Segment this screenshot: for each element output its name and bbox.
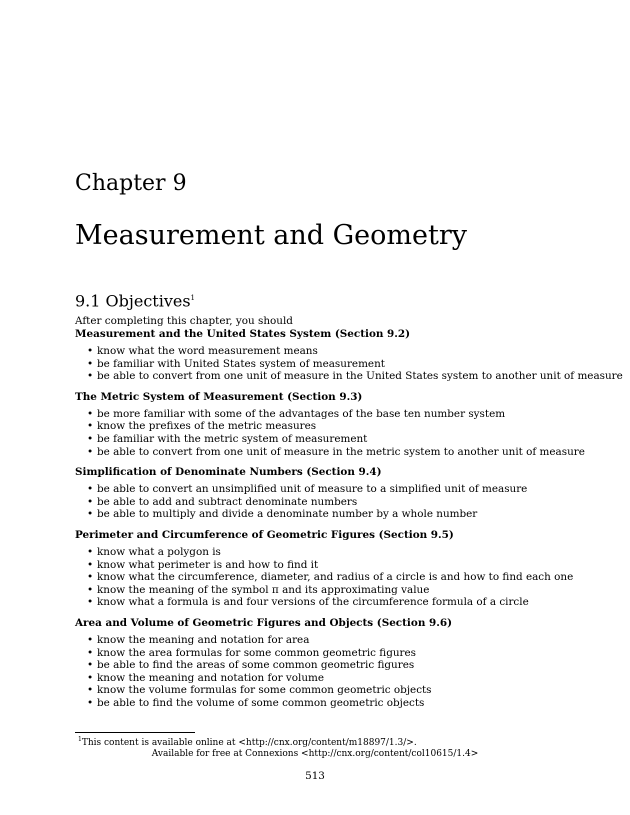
bullet-icon: • [87, 345, 94, 357]
objective-text: know what the circumference, diameter, and radius of a circle is and how to find each one [97, 571, 574, 584]
bullet-icon: • [87, 508, 94, 521]
objective-item [87, 697, 555, 710]
objective-text: be able to convert from one unit of measure in the United States system to another unit of measure [97, 370, 623, 383]
footnote [78, 734, 417, 749]
objective-group [75, 617, 555, 710]
objective-text: be able to find the volume of some common geometric objects [97, 696, 425, 709]
objective-text: know what a formula is and four versions of the circumference formula of a circle [97, 596, 529, 609]
group-heading: Area and Volume of Geometric Figures and Objects (Section 9.6) [75, 616, 452, 629]
objective-list [75, 345, 623, 383]
bullet-icon: • [87, 596, 94, 609]
objective-item [87, 559, 555, 572]
objective-list [75, 483, 555, 521]
objective-text: be able to convert from one unit of measure in the metric system to another unit of measure [97, 445, 585, 458]
group-heading: Measurement and the United States System (Section 9.2) [75, 328, 411, 340]
objective-text: be able to add and subtract denominate numbers [97, 495, 358, 508]
objective-group [75, 528, 574, 609]
objective-text: know the volume formulas for some common geometric objects [97, 684, 432, 697]
objective-item [87, 596, 555, 609]
objective-item [87, 647, 555, 660]
objective-text: know the area formulas for some common geometric figures [97, 646, 416, 659]
bullet-icon: • [87, 370, 94, 383]
objective-list [75, 545, 574, 609]
bullet-icon: • [87, 483, 94, 496]
objective-text: know the meaning and notation for area [97, 633, 310, 646]
objectives-content [75, 315, 623, 709]
bullet-icon: • [87, 646, 94, 659]
objective-text: know what the word measurement means [97, 345, 318, 357]
objective-text: be familiar with United States system of measurement [97, 357, 385, 370]
objective-item [87, 659, 555, 672]
bullet-icon: • [87, 671, 94, 684]
objective-item [87, 684, 555, 697]
bullet-icon: • [87, 545, 94, 558]
objective-text: know the meaning of the symbol π and its approximating value [97, 583, 430, 596]
bullet-icon: • [87, 407, 94, 420]
objective-text: be able to find the areas of some common geometric figures [97, 659, 415, 672]
objective-item [87, 445, 585, 459]
bullet-icon: • [87, 583, 94, 596]
objective-text: know what a polygon is [97, 545, 221, 558]
objective-group [75, 390, 585, 458]
group-heading: Perimeter and Circumference of Geometric Figures (Section 9.5) [75, 528, 454, 541]
objective-item [87, 483, 555, 496]
objective-item [87, 370, 623, 383]
objective-group [75, 328, 623, 383]
bullet-icon: • [87, 445, 94, 458]
objective-group [75, 466, 555, 521]
group-heading: Simplification of Denominate Numbers (Section 9.4) [75, 466, 382, 479]
intro-text: After completing this chapter, you should [75, 315, 293, 327]
chapter-label: Chapter 9 [75, 171, 187, 196]
chapter-title: Measurement and Geometry [75, 220, 468, 251]
bullet-icon: • [87, 571, 94, 584]
bullet-icon: • [87, 357, 94, 370]
bullet-icon: • [87, 495, 94, 508]
page-number: 513 [305, 770, 325, 782]
footnote-divider [75, 732, 195, 733]
objective-list [75, 634, 555, 710]
bullet-icon: • [87, 432, 94, 445]
bullet-icon: • [87, 420, 94, 433]
objective-text: know the prefixes of the metric measures [97, 420, 317, 433]
group-heading: The Metric System of Measurement (Section 9.3) [75, 390, 363, 403]
objective-item [87, 433, 555, 446]
objective-item [87, 546, 555, 559]
objective-item [87, 571, 574, 584]
objective-item [87, 672, 555, 685]
objective-item [87, 584, 555, 597]
bullet-icon: • [87, 659, 94, 672]
objective-text: know the meaning and notation for volume [97, 671, 325, 684]
footnote-reference[interactable]: 1 [190, 294, 196, 302]
objective-text: know what perimeter is and how to find it [97, 558, 319, 571]
objective-text: be familiar with the metric system of measurement [97, 432, 368, 445]
footnote-text[interactable]: This content is available online at <http://cnx.org/content/m18897/1.3/>. [81, 738, 417, 748]
objective-text: be able to multiply and divide a denominate number by a whole number [97, 508, 478, 521]
bullet-icon: • [87, 558, 94, 571]
objective-item [87, 496, 555, 509]
objective-item [87, 345, 555, 358]
objective-item [87, 358, 555, 371]
objective-text: be able to convert an unsimplified unit of measure to a simplified unit of measure [97, 483, 528, 496]
objective-item [87, 634, 555, 647]
section-title-text: 9.1 Objectives [75, 291, 191, 311]
bullet-icon: • [87, 633, 94, 646]
footnote-mark: 1 [78, 736, 82, 743]
bullet-icon: • [87, 684, 94, 697]
objective-text: be more familiar with some of the advantages of the base ten number system [97, 407, 506, 420]
objective-item [87, 420, 555, 433]
objective-item [87, 508, 555, 521]
section-title [75, 287, 195, 312]
objective-item [87, 408, 555, 421]
objective-list [75, 407, 585, 458]
availability-line[interactable]: Available for free at Connexions <http://cnx.org/content/col10615/1.4> [151, 749, 479, 759]
bullet-icon: • [87, 696, 94, 709]
